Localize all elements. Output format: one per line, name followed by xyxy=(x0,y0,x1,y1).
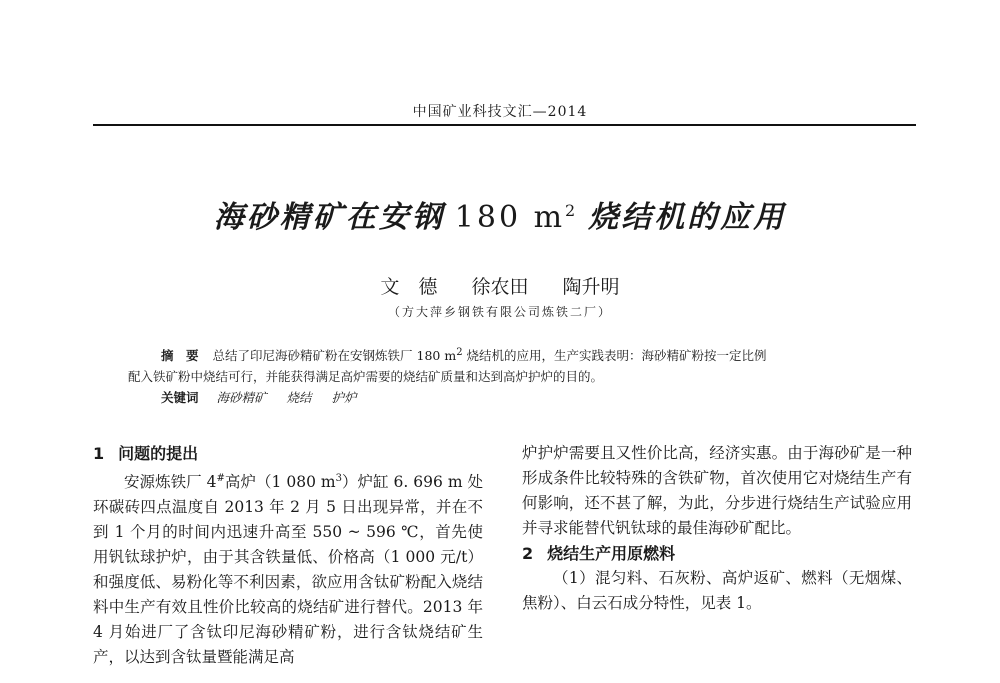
keyword: 海砂精矿 xyxy=(216,390,267,406)
author-name: 文 德 xyxy=(380,276,438,298)
keyword: 烧结 xyxy=(286,390,312,406)
author-name: 徐农田 xyxy=(471,276,529,298)
abstract-label: 摘 要 xyxy=(161,348,199,364)
paper-title xyxy=(0,192,1000,236)
abstract-line-2: 配入铁矿粉中烧结可行，并能获得满足高炉需要的烧结矿质量和达到高炉护炉的目的。 xyxy=(128,369,604,385)
para-text: 高炉（1 080 m xyxy=(224,473,336,492)
section-number: 1 xyxy=(93,444,105,463)
para-sup: 3 xyxy=(335,473,342,484)
journal-header: 中国矿业科技文汇—2014 xyxy=(412,104,588,120)
author-name: 陶升明 xyxy=(562,276,620,298)
paragraph-continuation: 炉护炉需要且又性价比高，经济实惠。由于海砂矿是一种形成条件比较特殊的含铁矿物，首次使用它对烧结生产有何影响，还不甚了解，为此，分步进行烧结生产试验应用并寻求能替代钒钛球的最佳海砂矿配比。 xyxy=(522,444,912,537)
title-unit-text: 180 m xyxy=(454,200,566,235)
affiliation: （方大萍乡钢铁有限公司炼铁二厂） xyxy=(387,305,612,319)
abstract-block xyxy=(128,342,888,408)
keywords-line xyxy=(128,387,888,408)
right-column xyxy=(522,441,912,616)
abstract-text-b: 烧结机的应用，生产实践表明：海砂精矿粉按一定比例 xyxy=(462,348,767,364)
para-text: ）炉缸 6. 696 m 处环碳砖四点温度自 2013 年 2 月 5 日出现异常，并在不到 1 个月的时间内迅速升高至 550 ~ 596 ℃，首先使用钒钛球护炉，由于其含铁量低、价格高（1 000 元/t）和强度低、易粉化等不利因素，欲应用含钛矿粉配入烧结料中生产有效且性价比较高的烧结矿进行替代。2013 年 4 月始进厂了含钛印尼海砂精矿粉，进行含钛烧结矿生产，以达到含钛量暨能满足高 xyxy=(93,473,484,667)
section-1-heading xyxy=(93,441,483,466)
author-list xyxy=(0,272,1000,299)
section-title: 问题的提出 xyxy=(118,444,199,463)
paragraph xyxy=(93,466,483,670)
paragraph: （1）混匀料、石灰粉、高炉返矿、燃料（无烟煤、焦粉）、白云石成分特性，见表 1。 xyxy=(522,569,912,612)
para-text: 安源炼铁厂 4 xyxy=(124,473,217,492)
left-column xyxy=(93,441,483,670)
abstract-text-a: 总结了印尼海砂精矿粉在安钢炼铁厂 180 m xyxy=(212,348,457,364)
abstract-line-1 xyxy=(128,342,888,366)
abstract-sup: 2 xyxy=(456,347,463,358)
keywords-list xyxy=(217,390,373,405)
section-number: 2 xyxy=(522,544,534,563)
title-unit xyxy=(455,200,578,235)
keywords-label: 关键词 xyxy=(161,390,199,406)
title-prefix: 海砂精矿在安钢 xyxy=(213,200,445,235)
section-title: 烧结生产用原燃料 xyxy=(547,544,676,563)
section-2-heading xyxy=(522,541,912,566)
title-suffix: 烧结机的应用 xyxy=(588,200,787,235)
keyword: 护炉 xyxy=(331,390,357,406)
header-rule xyxy=(93,124,916,126)
para-sup: # xyxy=(216,473,225,484)
title-unit-sup: 2 xyxy=(565,201,579,220)
